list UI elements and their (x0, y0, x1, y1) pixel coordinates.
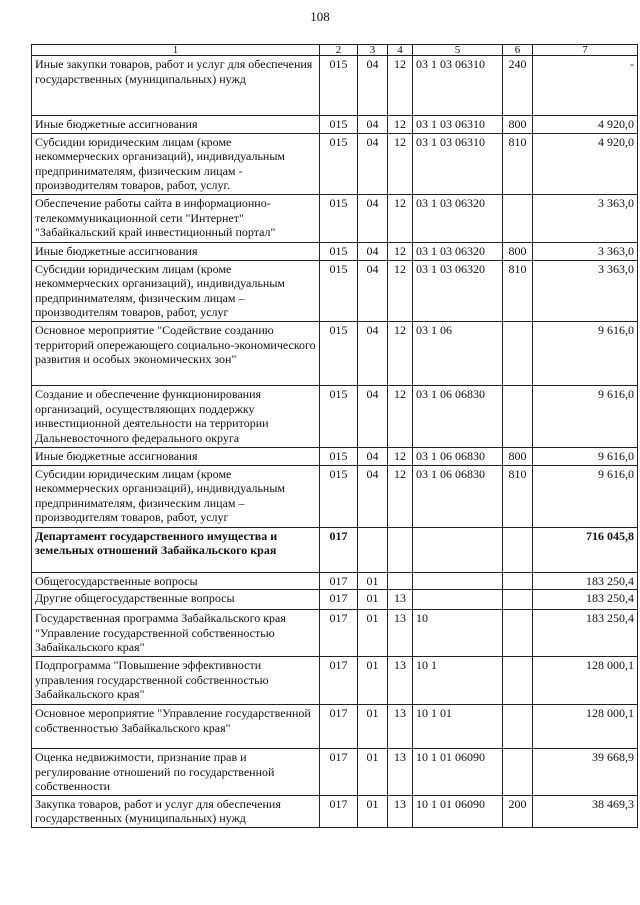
expense-type-cell: 800 (503, 116, 533, 134)
section-cell: 04 (358, 465, 388, 527)
amount-cell: 39 668,9 (533, 748, 638, 795)
code-cell: 015 (320, 56, 358, 116)
row-name: Закупка товаров, работ и услуг для обеспечения государственных (муниципальных) нужд (32, 795, 320, 827)
expense-type-cell (503, 527, 533, 572)
target-cell: 10 (413, 610, 503, 657)
code-cell: 015 (320, 133, 358, 194)
target-cell: 10 1 01 (413, 704, 503, 748)
table-row (32, 795, 638, 827)
section-cell: 04 (358, 133, 388, 194)
code-cell: 015 (320, 385, 358, 447)
table-row (32, 194, 638, 242)
subsection-cell: 12 (388, 116, 413, 134)
amount-cell: 128 000,1 (533, 704, 638, 748)
section-cell: 04 (358, 321, 388, 385)
section-cell: 01 (358, 656, 388, 704)
target-cell: 03 1 03 06320 (413, 194, 503, 242)
row-name: Основное мероприятие "Управление государственной собственностью Забайкальского края" (32, 704, 320, 748)
table-row (32, 465, 638, 527)
column-header: 5 (413, 45, 503, 56)
target-cell: 03 1 06 06830 (413, 447, 503, 465)
section-cell (358, 527, 388, 572)
subsection-cell: 12 (388, 242, 413, 260)
page-number: 108 (310, 9, 330, 24)
table-row (32, 572, 638, 590)
section-cell: 01 (358, 748, 388, 795)
subsection-cell: 12 (388, 447, 413, 465)
subsection-cell: 12 (388, 465, 413, 527)
expense-type-cell (503, 572, 533, 590)
amount-cell: 183 250,4 (533, 572, 638, 590)
table-row (32, 610, 638, 657)
amount-cell: 3 363,0 (533, 194, 638, 242)
section-cell: 01 (358, 572, 388, 590)
column-header: 3 (358, 45, 388, 56)
subsection-cell: 12 (388, 260, 413, 321)
row-name: Субсидии юридическим лицам (кроме некоммерческих организаций), индивидуальным предпринимателям, физическим лицам - производителям товаров, работ, услуг. (32, 133, 320, 194)
budget-table (31, 44, 638, 828)
code-cell: 017 (320, 704, 358, 748)
table-row (32, 590, 638, 610)
amount-cell: 9 616,0 (533, 465, 638, 527)
table-row (32, 656, 638, 704)
table-row (32, 527, 638, 572)
code-cell: 017 (320, 656, 358, 704)
table-row (32, 704, 638, 748)
target-cell: 03 1 03 06310 (413, 133, 503, 194)
target-cell: 03 1 03 06310 (413, 56, 503, 116)
row-name: Подпрограмма "Повышение эффективности управления государственной собственностью Забайкальского края" (32, 656, 320, 704)
row-name: Иные бюджетные ассигнования (32, 447, 320, 465)
table-row (32, 385, 638, 447)
row-name: Субсидии юридическим лицам (кроме некоммерческих организаций), индивидуальным предпринимателям, физическим лицам – производителям товаров, работ, услуг (32, 260, 320, 321)
table-row (32, 56, 638, 116)
section-cell: 04 (358, 447, 388, 465)
amount-cell: 9 616,0 (533, 385, 638, 447)
target-cell: 10 1 (413, 656, 503, 704)
code-cell: 015 (320, 194, 358, 242)
row-name: Создание и обеспечение функционирования организаций, осуществляющих поддержку инвестиционной деятельности на территории Дальневосточного федерального округа (32, 385, 320, 447)
row-name: Общегосударственные вопросы (32, 572, 320, 590)
row-name: Субсидии юридическим лицам (кроме некоммерческих организаций), индивидуальным предпринимателям, физическим лицам – производителям товаров, работ, услуг (32, 465, 320, 527)
code-cell: 017 (320, 610, 358, 657)
column-header: 2 (320, 45, 358, 56)
column-header: 7 (533, 45, 638, 56)
section-cell: 04 (358, 242, 388, 260)
header-row (32, 45, 638, 56)
expense-type-cell (503, 590, 533, 610)
row-name: Другие общегосударственные вопросы (32, 590, 320, 610)
code-cell: 017 (320, 527, 358, 572)
table-row (32, 321, 638, 385)
section-cell: 04 (358, 116, 388, 134)
amount-cell: - (533, 56, 638, 116)
expense-type-cell: 200 (503, 795, 533, 827)
subsection-cell (388, 572, 413, 590)
subsection-cell: 12 (388, 321, 413, 385)
row-name: Иные бюджетные ассигнования (32, 242, 320, 260)
expense-type-cell (503, 704, 533, 748)
row-name: Иные бюджетные ассигнования (32, 116, 320, 134)
target-cell (413, 590, 503, 610)
code-cell: 015 (320, 447, 358, 465)
code-cell: 015 (320, 321, 358, 385)
section-cell: 01 (358, 795, 388, 827)
section-cell: 04 (358, 260, 388, 321)
amount-cell: 183 250,4 (533, 610, 638, 657)
expense-type-cell: 810 (503, 465, 533, 527)
amount-cell: 3 363,0 (533, 260, 638, 321)
table-row (32, 748, 638, 795)
amount-cell: 4 920,0 (533, 133, 638, 194)
amount-cell: 183 250,4 (533, 590, 638, 610)
expense-type-cell: 240 (503, 56, 533, 116)
subsection-cell: 12 (388, 385, 413, 447)
target-cell: 03 1 03 06310 (413, 116, 503, 134)
subsection-cell: 13 (388, 795, 413, 827)
target-cell: 03 1 06 (413, 321, 503, 385)
expense-type-cell: 800 (503, 242, 533, 260)
expense-type-cell (503, 748, 533, 795)
target-cell: 03 1 03 06320 (413, 242, 503, 260)
row-name: Оценка недвижимости, признание прав и регулирование отношений по государственной собственности (32, 748, 320, 795)
section-cell: 01 (358, 610, 388, 657)
target-cell (413, 572, 503, 590)
expense-type-cell: 810 (503, 260, 533, 321)
amount-cell: 716 045,8 (533, 527, 638, 572)
section-cell: 01 (358, 704, 388, 748)
table-row (32, 447, 638, 465)
table-row (32, 242, 638, 260)
table-row (32, 133, 638, 194)
subsection-cell: 13 (388, 610, 413, 657)
section-cell: 04 (358, 56, 388, 116)
expense-type-cell: 800 (503, 447, 533, 465)
subsection-cell: 13 (388, 704, 413, 748)
section-cell: 01 (358, 590, 388, 610)
target-cell: 10 1 01 06090 (413, 795, 503, 827)
expense-type-cell (503, 321, 533, 385)
section-cell: 04 (358, 385, 388, 447)
expense-type-cell (503, 610, 533, 657)
expense-type-cell (503, 385, 533, 447)
row-name: Департамент государственного имущества и земельных отношений Забайкальского края (32, 527, 320, 572)
target-cell: 03 1 06 06830 (413, 465, 503, 527)
target-cell: 03 1 06 06830 (413, 385, 503, 447)
amount-cell: 4 920,0 (533, 116, 638, 134)
subsection-cell: 12 (388, 56, 413, 116)
subsection-cell: 13 (388, 590, 413, 610)
code-cell: 015 (320, 242, 358, 260)
expense-type-cell (503, 656, 533, 704)
code-cell: 017 (320, 590, 358, 610)
target-cell: 10 1 01 06090 (413, 748, 503, 795)
code-cell: 017 (320, 795, 358, 827)
amount-cell: 9 616,0 (533, 447, 638, 465)
column-header: 6 (503, 45, 533, 56)
row-name: Основное мероприятие "Содействие созданию территорий опережающего социально-экономического развития и особых экономических зон" (32, 321, 320, 385)
column-header: 1 (32, 45, 320, 56)
subsection-cell: 12 (388, 194, 413, 242)
table-row (32, 260, 638, 321)
row-name: Иные закупки товаров, работ и услуг для обеспечения государственных (муниципальных) нужд (32, 56, 320, 116)
expense-type-cell: 810 (503, 133, 533, 194)
amount-cell: 3 363,0 (533, 242, 638, 260)
subsection-cell: 13 (388, 656, 413, 704)
row-name: Государственная программа Забайкальского края "Управление государственной собственностью Забайкальского края" (32, 610, 320, 657)
column-header: 4 (388, 45, 413, 56)
section-cell: 04 (358, 194, 388, 242)
code-cell: 017 (320, 572, 358, 590)
code-cell: 017 (320, 748, 358, 795)
code-cell: 015 (320, 260, 358, 321)
code-cell: 015 (320, 116, 358, 134)
table-row (32, 116, 638, 134)
row-name: Обеспечение работы сайта в информационно-телекоммуникационной сети "Интернет" "Забайкальский край инвестиционный портал" (32, 194, 320, 242)
target-cell (413, 527, 503, 572)
subsection-cell: 13 (388, 748, 413, 795)
target-cell: 03 1 03 06320 (413, 260, 503, 321)
amount-cell: 9 616,0 (533, 321, 638, 385)
code-cell: 015 (320, 465, 358, 527)
subsection-cell (388, 527, 413, 572)
subsection-cell: 12 (388, 133, 413, 194)
amount-cell: 38 469,3 (533, 795, 638, 827)
amount-cell: 128 000,1 (533, 656, 638, 704)
expense-type-cell (503, 194, 533, 242)
